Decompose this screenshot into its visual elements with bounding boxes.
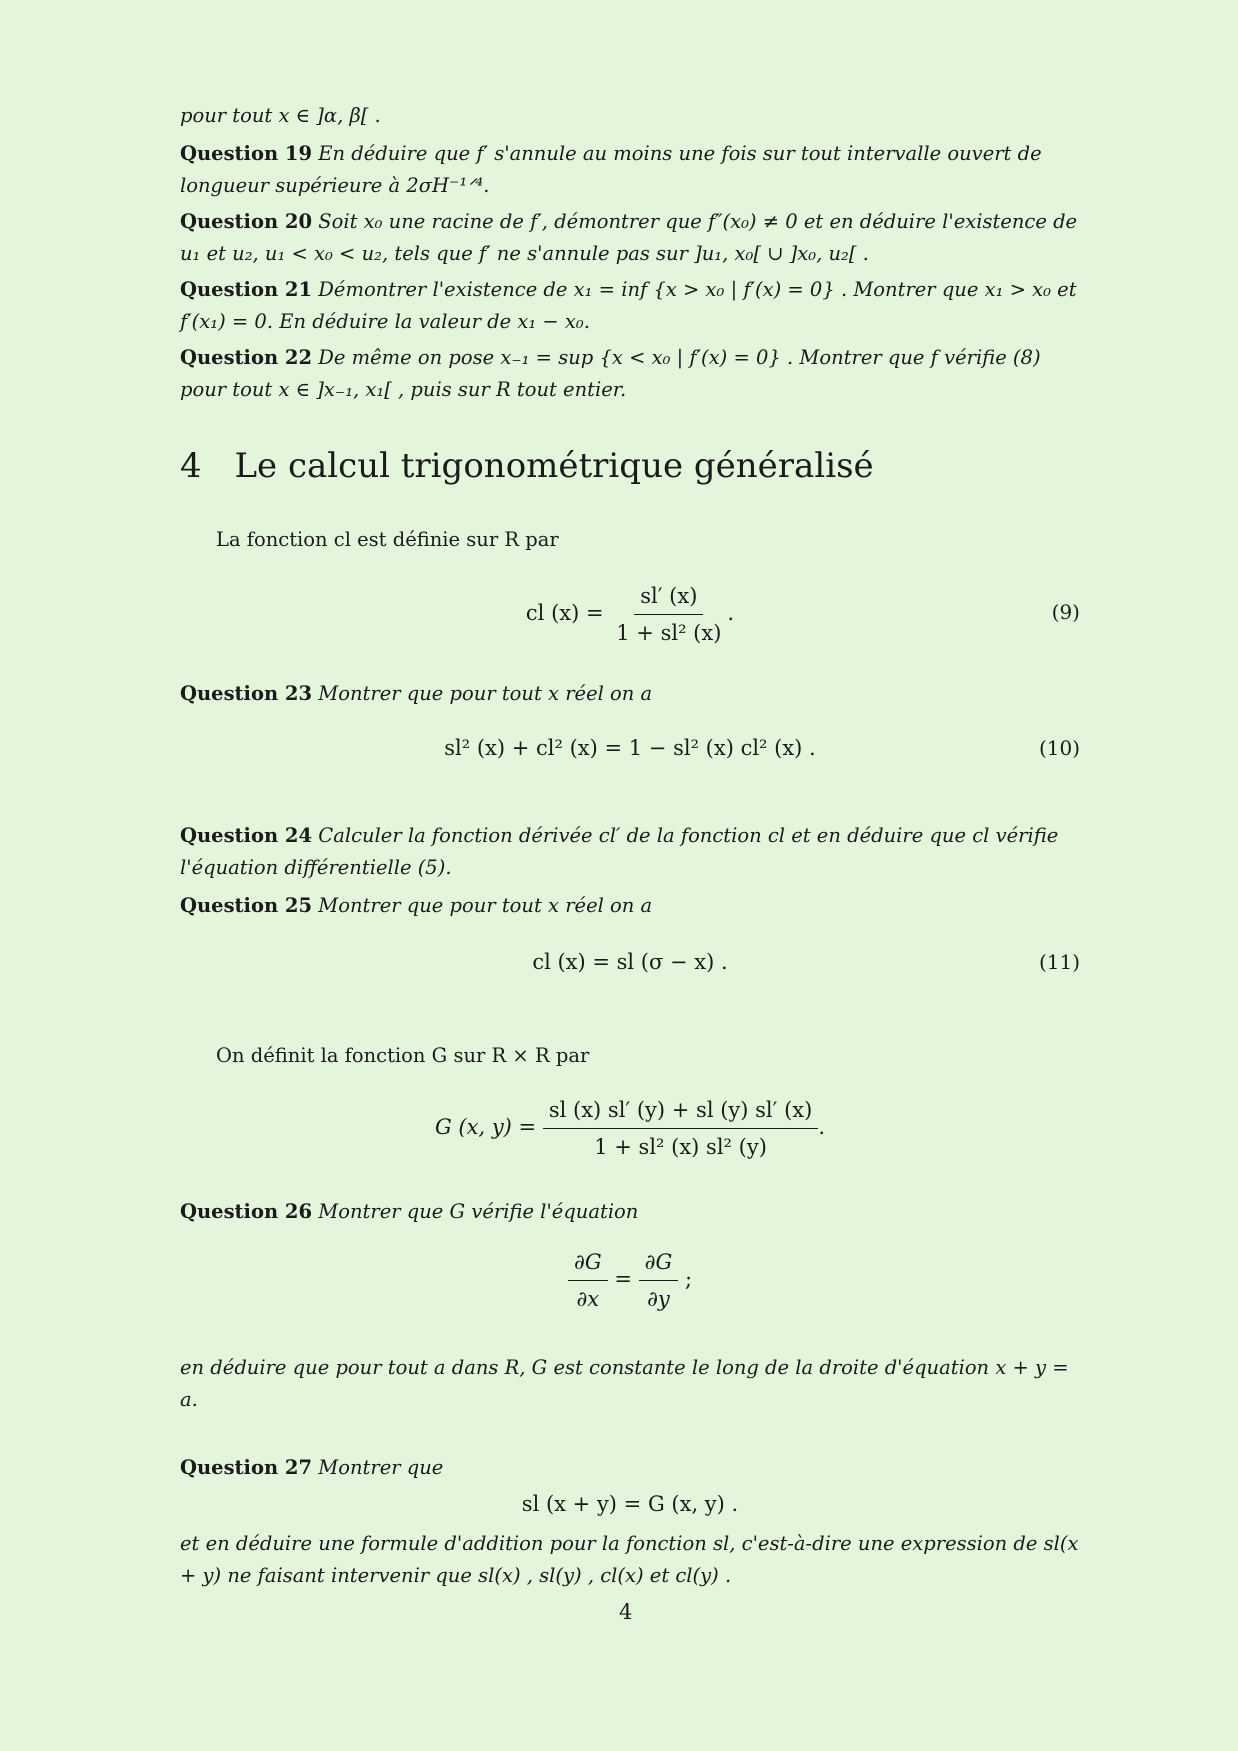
fraction [568, 1246, 608, 1315]
equation-lhs: G (x, y) = [434, 1115, 537, 1139]
equation-lhs: cl (x) = [525, 601, 604, 625]
fraction-numerator: sl (x) sl′ (y) + sl (y) sl′ (x) [543, 1094, 818, 1129]
fraction-numerator: ∂G [639, 1246, 679, 1281]
question-text: Montrer que pour tout x réel on a [318, 682, 653, 705]
question-text: En déduire que f′ s'annule au moins une fois sur tout intervalle ouvert de longueur supérieure à 2σH⁻¹ᐟ⁴. [180, 142, 1042, 197]
question-label: Question 25 [180, 894, 313, 917]
question-label: Question 27 [180, 1456, 313, 1479]
question-text: Soit x₀ une racine de f′, démontrer que f″(x₀) ≠ 0 et en déduire l'existence de u₁ et u₂, u₁ < x₀ < u₂, tels que f′ ne s'annule pas sur ]u₁, x₀[ ∪ ]x₀, u₂[ . [180, 210, 1078, 265]
question-text: Montrer que [318, 1456, 444, 1479]
section-title: Le calcul trigonométrique généralisé [234, 446, 874, 486]
fraction [543, 1094, 818, 1163]
equation-G [180, 1094, 1080, 1163]
equals-sign: = [614, 1267, 632, 1291]
fraction-denominator: 1 + sl² (x) [616, 621, 722, 645]
text-line: pour tout x ∈ ]α, β[ . [180, 104, 381, 127]
question-label: Question 19 [180, 142, 313, 165]
question-27 [180, 1452, 1080, 1484]
question-20 [180, 206, 1080, 270]
equation-body: sl (x + y) = G (x, y) . [521, 1492, 739, 1516]
fraction-denominator: ∂y [647, 1287, 670, 1311]
equation-11 [180, 946, 1080, 978]
question-label: Question 24 [180, 824, 313, 847]
fraction-numerator: ∂G [568, 1246, 608, 1281]
fraction [639, 1246, 679, 1315]
question-24 [180, 820, 1080, 884]
question-19 [180, 138, 1080, 202]
section-heading [180, 446, 874, 486]
equation-number: (9) [1051, 600, 1080, 624]
equation-pde [180, 1246, 1080, 1315]
equation-tail: . [818, 1115, 825, 1139]
question-23 [180, 678, 1080, 710]
question-text: Montrer que pour tout x réel on a [318, 894, 653, 917]
fraction-denominator: 1 + sl² (x) sl² (y) [594, 1135, 767, 1159]
equation-tail: ; [684, 1267, 693, 1291]
intro-cl: La fonction cl est définie sur R par [216, 528, 559, 551]
question-label: Question 23 [180, 682, 313, 705]
intro-G: On définit la fonction G sur R × R par [216, 1044, 590, 1067]
equation-number: (11) [1038, 950, 1080, 974]
question-26 [180, 1196, 1080, 1228]
question-25 [180, 890, 1080, 922]
equation-number: (10) [1038, 736, 1080, 760]
fraction-denominator: ∂x [576, 1287, 600, 1311]
question-26-continuation: en déduire que pour tout a dans R, G est constante le long de la droite d'équation x + y = a. [180, 1356, 1069, 1411]
equation-body: cl (x) = sl (σ − x) . [532, 950, 728, 974]
question-text: Calculer la fonction dérivée cl′ de la fonction cl et en déduire que cl vérifie l'équation différentielle (5). [180, 824, 1059, 879]
question-label: Question 21 [180, 278, 313, 301]
question-text: De même on pose x₋₁ = sup {x < x₀ | f′(x) = 0} . Montrer que f vérifie (8) pour tout x ∈ ]x₋₁, x₁[ , puis sur R tout entier. [180, 346, 1041, 401]
equation-27 [180, 1488, 1080, 1520]
question-text: Démontrer l'existence de x₁ = inf {x > x₀ | f′(x) = 0} . Montrer que x₁ > x₀ et f′(x₁) = 0. En déduire la valeur de x₁ − x₀. [180, 278, 1077, 333]
fraction-numerator: sl′ (x) [634, 580, 703, 615]
question-label: Question 22 [180, 346, 313, 369]
question-27-continuation: et en déduire une formule d'addition pour la fonction sl, c'est-à-dire une expression de sl(x + y) ne faisant intervenir que sl(x) , sl(y) , cl(x) et cl(y) . [180, 1532, 1079, 1587]
section-number: 4 [180, 446, 202, 486]
fraction [610, 580, 727, 649]
question-text: Montrer que G vérifie l'équation [318, 1200, 639, 1223]
equation-10 [180, 732, 1080, 764]
equation-9 [180, 580, 1080, 649]
question-22 [180, 342, 1080, 406]
equation-body: sl² (x) + cl² (x) = 1 − sl² (x) cl² (x) . [444, 736, 816, 760]
question-label: Question 20 [180, 210, 313, 233]
question-21 [180, 274, 1080, 338]
page-number: 4 [619, 1600, 633, 1624]
equation-tail: . [727, 601, 735, 625]
question-label: Question 26 [180, 1200, 313, 1223]
